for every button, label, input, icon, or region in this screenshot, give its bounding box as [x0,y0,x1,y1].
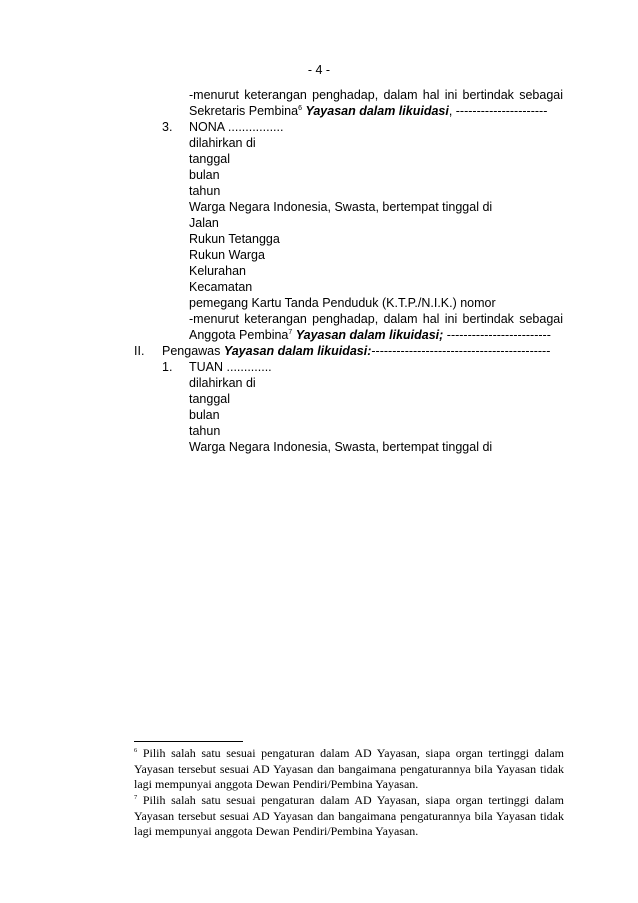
text-line: tahun [189,424,221,438]
text-span: , ---------------------- [448,104,548,118]
text-line: pemegang Kartu Tanda Penduduk (K.T.P./N.I.K.) nomor [189,296,496,310]
text-line: NONA ................ [189,120,284,134]
text-line: tahun [189,184,221,198]
text-line: bulan [189,408,220,422]
text-line: tanggal [189,152,231,166]
text-line: Rukun Warga [189,248,265,262]
text-line: Warga Negara Indonesia, Swasta, bertempat tinggal di [189,440,493,454]
footnote-separator [134,741,243,742]
footnote-mark: 6 [134,747,138,754]
page-number: - 4 - [307,63,331,77]
text-line: Kecamatan [189,280,253,294]
text-line: Kelurahan [189,264,246,278]
text-line: Warga Negara Indonesia, Swasta, bertempat tinggal di [189,200,493,214]
footnote [134,746,564,793]
item-number: 3. [162,120,173,134]
text-line: -menurut keterangan penghadap, dalam hal ini bertindak sebagai [189,312,563,326]
footnote-mark: 7 [134,794,138,801]
text-line: TUAN ............. [189,360,272,374]
text-span: Anggota Pembina [189,328,289,342]
item-number: 1. [162,360,173,374]
text-span: Sekretaris Pembina [189,104,299,118]
text-line: -menurut keterangan penghadap, dalam hal ini bertindak sebagai [189,88,563,102]
footnote-ref: 6 [298,105,302,112]
text-line [189,103,563,119]
text-line: tanggal [189,392,231,406]
text-line: Rukun Tetangga [189,232,280,246]
footnote [134,793,564,840]
text-line: dilahirkan di [189,376,256,390]
italic-term: Yayasan dalam likuidasi: [223,344,372,358]
text-line: Jalan [189,216,219,230]
section-number: II. [134,344,145,358]
text-line: bulan [189,168,220,182]
footnote-ref: 7 [288,329,293,336]
text-line [189,327,563,343]
italic-term: Yayasan dalam likuidasi; [295,328,444,342]
text-span: ------------------------- [443,328,551,342]
italic-term: Yayasan dalam likuidasi [305,104,449,118]
section-heading [162,343,563,359]
text-span: ------------------------------------------- [371,344,551,358]
text-line: dilahirkan di [189,136,256,150]
text-span: Pengawas [162,344,224,358]
footnote-text: Pilih salah satu sesuai pengaturan dalam AD Yayasan, siapa organ tertinggi dalam Yayasan tersebut sesuai AD Yayasan dan bangaimana pengaturannya bila Yayasan tidak lagi mempunyai anggota Dewan Pendiri/Pembina Yayasan. [134,793,564,838]
footnote-text: Pilih salah satu sesuai pengaturan dalam AD Yayasan, siapa organ tertinggi dalam Yayasan tersebut sesuai AD Yayasan dan bangaimana pengaturannya bila Yayasan tidak lagi mempunyai anggota Dewan Pendiri/Pembina Yayasan. [134,746,564,791]
